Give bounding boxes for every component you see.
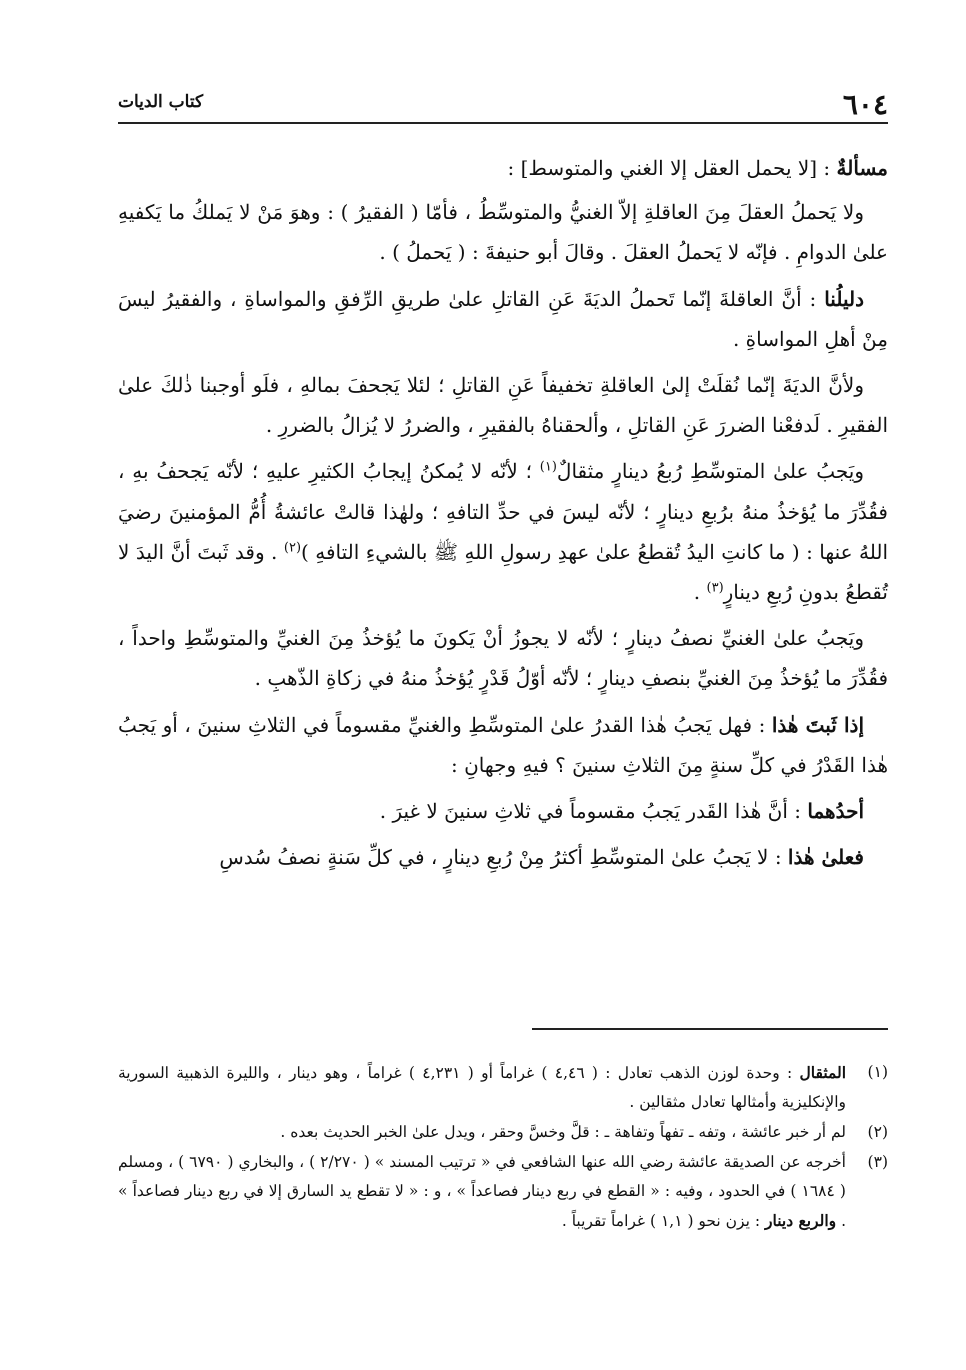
paragraph-6 bbox=[118, 705, 888, 785]
paragraph-4-part-a: ويَجبُ علىٰ المتوسِّطِ رُبعُ دينارٍ مثقالٌ bbox=[556, 459, 864, 484]
footnote-2 bbox=[118, 1118, 888, 1147]
paragraph-7-text: : أنَّ هٰذا القَدر يَجبُ مقسوماً في ثلاثِ سنينَ لا غيرَ . bbox=[379, 799, 808, 824]
footnote-body-end: : يزن نحو ( ١,١ ) غراماً تقريباً . bbox=[561, 1212, 765, 1230]
paragraph-8 bbox=[118, 837, 888, 877]
paragraph-4-part-b: ؛ لأنّه لا يُمكنُ إيجابُ الكثيرِ عليهِ ؛ لأنّه يَجحفُ بهِ ، فقُدِّرَ ما يُؤخذُ منهُ برُبعِ دينارٍ ؛ لأنّه ليسَ في حدِّ التافهِ ؛ ولهٰذا قالتْ عائشةُ أُمُّ المؤمنينَ رضيَ اللهُ عنها : ( ما كانتِ اليدُ تُقطعُ علىٰ عهدِ رسولِ اللهِ ﷺ بالشيءِ التافهِ ) bbox=[118, 459, 888, 564]
footnote-number: (١) bbox=[867, 1063, 888, 1081]
footnote-ref-1[interactable]: (١) bbox=[539, 459, 557, 475]
page-number: ٦٠٤ bbox=[842, 88, 888, 121]
footnote-body: : وحدة لوزن الذهب تعادل : ( ٤,٤٦ ) غراماً أو ( ٤,٢٣١ ) غراماً ، وهو دينار ، والليرة الذهبية السورية والإنكليزية وأمثالها تعادل مثقالين . bbox=[118, 1064, 846, 1111]
paragraph-7-label: أحدُهما bbox=[807, 799, 864, 824]
question-heading bbox=[118, 148, 888, 188]
paragraph-8-label: فعلىٰ هٰذا bbox=[787, 845, 864, 870]
footnote-3 bbox=[118, 1148, 888, 1236]
footnote-1 bbox=[118, 1058, 888, 1117]
paragraph-3: ولأنَّ الديَةَ إنّما نُقلَتْ إلىٰ العاقلةِ تخفيفاً عَنِ القاتلِ ؛ لئلا يَجحفَ بمالهِ ، فلَو أوجبنا ذٰلكَ علىٰ الفقيرِ . لَدفعْنا الضررَ عَنِ القاتلِ ، وألحقناهُ بالفقيرِ ، والضررُ لا يُزالُ بالضررِ . bbox=[118, 373, 888, 438]
main-text bbox=[118, 148, 888, 883]
question-label: مسألةٌ bbox=[836, 156, 888, 180]
footnote-ref-3[interactable]: (٣) bbox=[706, 580, 724, 596]
paragraph-6-text: : فهل يَجبُ هٰذا القدرُ علىٰ المتوسِّطِ والغنيِّ مقسوماً في الثلاثِ سنينَ ، أو يَجبُ هٰذا القَدْرُ في كلِّ سنةٍ مِنَ الثلاثِ سنينَ ؟ فيهِ وجهانِ : bbox=[118, 712, 888, 777]
paragraph-7 bbox=[118, 791, 888, 831]
paragraph-2-text: : أنَّ العاقلةَ إنّما تَحملُ الديَةَ عَنِ القاتلِ علىٰ طريقِ الرِّفقِ والمواساةِ ، والفقيرُ ليسَ مِنْ أهلِ المواساةِ . bbox=[118, 286, 888, 351]
footnote-number: (٢) bbox=[867, 1123, 888, 1141]
paragraph-8-text: : لا يَجبُ علىٰ المتوسِّطِ أكثرُ مِنْ رُبعِ دينارٍ ، في كلِّ سَنةٍ نصفُ سُدسِ bbox=[219, 845, 788, 870]
paragraph-4 bbox=[118, 451, 888, 612]
page-header bbox=[118, 82, 888, 124]
footnote-text bbox=[118, 1058, 846, 1117]
document-page bbox=[118, 0, 888, 1370]
footnote-label: المثقال bbox=[799, 1063, 847, 1082]
paragraph-4-part-c: . وقد ثَبتَ أنَّ اليدَ لا تُقطعُ بدونِ رُبعِ دينارٍ bbox=[118, 539, 888, 605]
footnotes bbox=[118, 1058, 888, 1237]
footnote-label: والربع دينار bbox=[765, 1211, 837, 1230]
footnote-ref-2[interactable]: (٢) bbox=[283, 540, 302, 556]
paragraph-6-label: إذا ثَبتَ هٰذا bbox=[771, 712, 864, 737]
footnote-text bbox=[118, 1148, 846, 1236]
paragraph-2-label: دليلُنا bbox=[824, 286, 864, 311]
paragraph-2 bbox=[118, 279, 888, 359]
paragraph-1: ولا يَحملُ العقلَ مِنَ العاقلةِ إلاّ الغنيُّ والمتوسِّطُ ، فأمّا ( الفقيرُ ) : وهوَ مَنْ لا يَملكُ ما يَكفيهِ علىٰ الدوامِ . فإنّه لا يَحملُ العقلَ . وقالَ أبو حنيفةَ : ( يَحملُ ) . bbox=[118, 200, 888, 265]
footnote-body: أخرجه عن الصديقة عائشة رضي الله عنها الشافعي في « ترتيب المسند » ( ٢/٢٧٠ ) ، والبخاري ( ٦٧٩٠ ) ، ومسلم ( ١٦٨٤ ) في الحدود ، وفيه : « القطع في ربع دينار فصاعداً » ، و : « لا تقطع يد السارق إلا في ربع دينار فصاعداً » . bbox=[118, 1153, 846, 1230]
footnote-divider bbox=[532, 1028, 888, 1030]
footnote-body: لم أر خبر عائشة ، وتفه ـ تفهاً وتفاهة ـ : قلَّ وخسَّ وحقر ، ويدل علىٰ الخبر الحديث بعده . bbox=[280, 1123, 846, 1141]
question-text: : [لا يحمل العقل إلا الغني والمتوسط] : bbox=[507, 156, 837, 180]
running-title: كتاب الديات bbox=[118, 92, 204, 112]
footnote-number: (٣) bbox=[867, 1153, 888, 1171]
footnote-text bbox=[118, 1118, 846, 1147]
paragraph-5: ويَجبُ علىٰ الغنيِّ نصفُ دينارٍ ؛ لأنّه لا يجوزُ أنْ يَكونَ ما يُؤخذُ مِنَ الغنيِّ والمتوسِّطِ واحداً ، فقُدِّرَ ما يُؤخذُ مِنَ الغنيِّ بنصفِ دينارٍ ؛ لأنّه أوّلُ قَدْرٍ يُؤخذُ منهُ في زكاةِ الذّهبِ . bbox=[118, 626, 888, 691]
paragraph-4-part-d: . bbox=[693, 580, 707, 605]
